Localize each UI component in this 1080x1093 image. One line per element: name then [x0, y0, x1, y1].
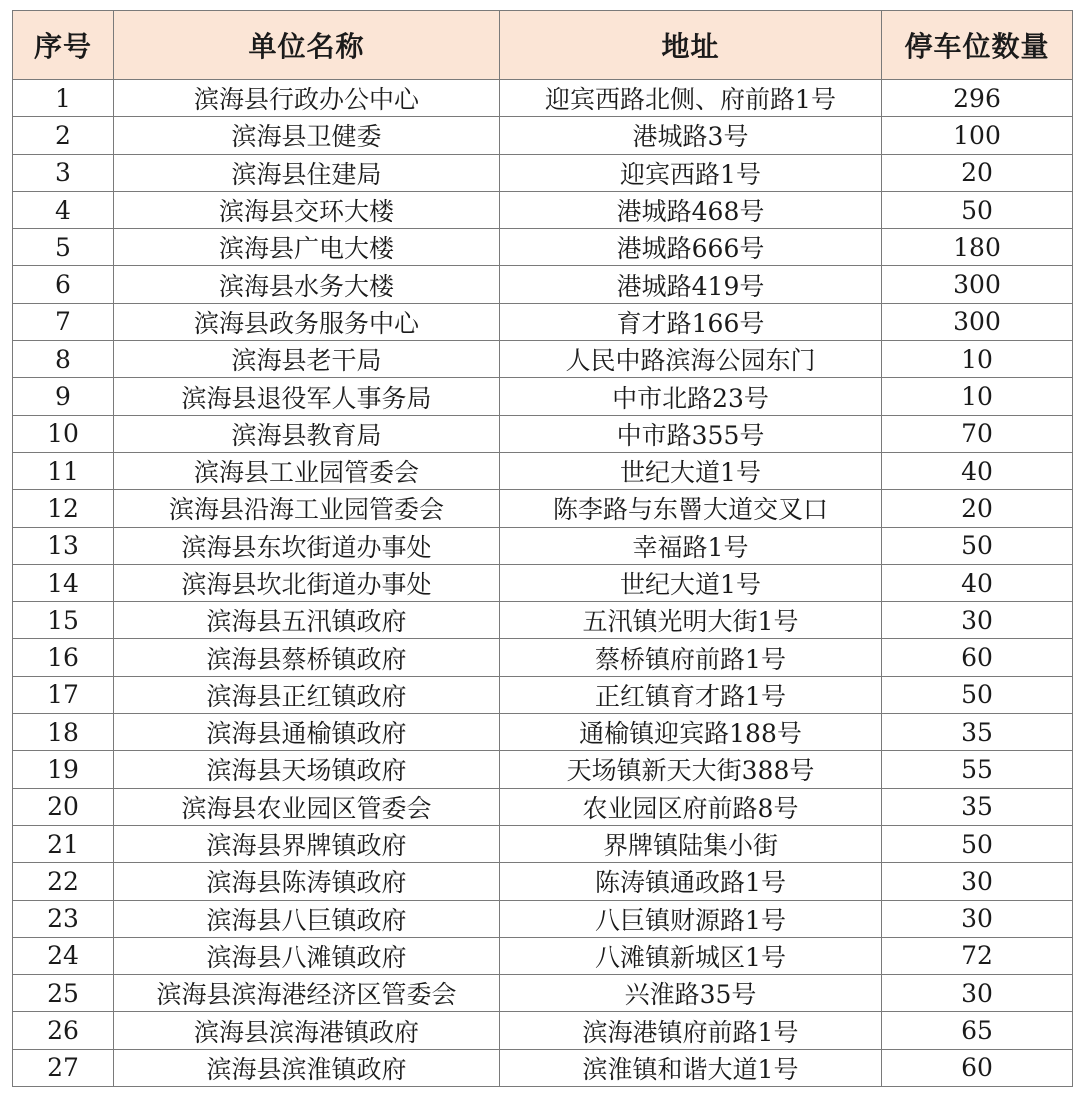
- cell-serial-number: 16: [13, 639, 114, 676]
- cell-parking-count: 20: [882, 490, 1073, 527]
- cell-unit-name: 滨海县交环大楼: [114, 191, 500, 228]
- cell-parking-count: 40: [882, 564, 1073, 601]
- table-row: [13, 639, 1073, 676]
- cell-parking-count: 30: [882, 863, 1073, 900]
- cell-parking-count: 300: [882, 303, 1073, 340]
- cell-unit-name: 滨海县退役军人事务局: [114, 378, 500, 415]
- table-row: [13, 378, 1073, 415]
- cell-serial-number: 20: [13, 788, 114, 825]
- cell-parking-count: 100: [882, 117, 1073, 154]
- cell-unit-name: 滨海县界牌镇政府: [114, 825, 500, 862]
- cell-unit-name: 滨海县八巨镇政府: [114, 900, 500, 937]
- cell-serial-number: 6: [13, 266, 114, 303]
- cell-serial-number: 26: [13, 1012, 114, 1049]
- cell-parking-count: 70: [882, 415, 1073, 452]
- cell-parking-count: 180: [882, 229, 1073, 266]
- table-row: [13, 788, 1073, 825]
- cell-unit-name: 滨海县天场镇政府: [114, 751, 500, 788]
- cell-serial-number: 7: [13, 303, 114, 340]
- cell-address: 天场镇新天大街388号: [500, 751, 882, 788]
- cell-address: 农业园区府前路8号: [500, 788, 882, 825]
- table-row: [13, 714, 1073, 751]
- cell-parking-count: 55: [882, 751, 1073, 788]
- table-row: [13, 564, 1073, 601]
- cell-address: 迎宾西路北侧、府前路1号: [500, 80, 882, 117]
- cell-address: 正红镇育才路1号: [500, 676, 882, 713]
- cell-address: 中市路355号: [500, 415, 882, 452]
- cell-parking-count: 50: [882, 191, 1073, 228]
- cell-serial-number: 17: [13, 676, 114, 713]
- cell-unit-name: 滨海县正红镇政府: [114, 676, 500, 713]
- table-row: [13, 602, 1073, 639]
- cell-serial-number: 8: [13, 341, 114, 378]
- cell-unit-name: 滨海县坎北街道办事处: [114, 564, 500, 601]
- header-parking-count: 停车位数量: [882, 11, 1073, 80]
- cell-address: 陈涛镇通政路1号: [500, 863, 882, 900]
- cell-address: 滨海港镇府前路1号: [500, 1012, 882, 1049]
- cell-unit-name: 滨海县五汛镇政府: [114, 602, 500, 639]
- table-row: [13, 676, 1073, 713]
- header-address: 地址: [500, 11, 882, 80]
- cell-serial-number: 5: [13, 229, 114, 266]
- cell-serial-number: 21: [13, 825, 114, 862]
- cell-unit-name: 滨海县农业园区管委会: [114, 788, 500, 825]
- cell-address: 蔡桥镇府前路1号: [500, 639, 882, 676]
- cell-serial-number: 9: [13, 378, 114, 415]
- cell-address: 八滩镇新城区1号: [500, 937, 882, 974]
- cell-address: 中市北路23号: [500, 378, 882, 415]
- cell-parking-count: 30: [882, 975, 1073, 1012]
- cell-unit-name: 滨海县陈涛镇政府: [114, 863, 500, 900]
- cell-parking-count: 50: [882, 676, 1073, 713]
- parking-table-sheet: [12, 10, 1072, 1087]
- table-row: [13, 751, 1073, 788]
- table-row: [13, 303, 1073, 340]
- cell-parking-count: 35: [882, 788, 1073, 825]
- cell-serial-number: 18: [13, 714, 114, 751]
- cell-parking-count: 20: [882, 154, 1073, 191]
- cell-serial-number: 3: [13, 154, 114, 191]
- cell-unit-name: 滨海县老干局: [114, 341, 500, 378]
- table-row: [13, 229, 1073, 266]
- table-row: [13, 825, 1073, 862]
- parking-spaces-table: [12, 10, 1073, 1087]
- cell-unit-name: 滨海县水务大楼: [114, 266, 500, 303]
- table-row: [13, 975, 1073, 1012]
- cell-address: 迎宾西路1号: [500, 154, 882, 191]
- cell-unit-name: 滨海县行政办公中心: [114, 80, 500, 117]
- cell-parking-count: 35: [882, 714, 1073, 751]
- cell-parking-count: 72: [882, 937, 1073, 974]
- table-row: [13, 1049, 1073, 1086]
- cell-address: 五汛镇光明大街1号: [500, 602, 882, 639]
- cell-unit-name: 滨海县教育局: [114, 415, 500, 452]
- cell-serial-number: 24: [13, 937, 114, 974]
- cell-serial-number: 13: [13, 527, 114, 564]
- table-row: [13, 117, 1073, 154]
- cell-unit-name: 滨海县沿海工业园管委会: [114, 490, 500, 527]
- cell-serial-number: 27: [13, 1049, 114, 1086]
- cell-address: 世纪大道1号: [500, 452, 882, 489]
- cell-serial-number: 10: [13, 415, 114, 452]
- cell-address: 港城路666号: [500, 229, 882, 266]
- table-row: [13, 191, 1073, 228]
- cell-address: 港城路3号: [500, 117, 882, 154]
- cell-serial-number: 12: [13, 490, 114, 527]
- cell-unit-name: 滨海县卫健委: [114, 117, 500, 154]
- cell-parking-count: 30: [882, 602, 1073, 639]
- cell-unit-name: 滨海县八滩镇政府: [114, 937, 500, 974]
- cell-unit-name: 滨海县广电大楼: [114, 229, 500, 266]
- table-row: [13, 490, 1073, 527]
- cell-parking-count: 10: [882, 378, 1073, 415]
- cell-unit-name: 滨海县东坎街道办事处: [114, 527, 500, 564]
- cell-parking-count: 300: [882, 266, 1073, 303]
- cell-serial-number: 11: [13, 452, 114, 489]
- cell-parking-count: 50: [882, 527, 1073, 564]
- cell-address: 人民中路滨海公园东门: [500, 341, 882, 378]
- cell-address: 港城路419号: [500, 266, 882, 303]
- cell-unit-name: 滨海县工业园管委会: [114, 452, 500, 489]
- table-row: [13, 527, 1073, 564]
- table-row: [13, 1012, 1073, 1049]
- cell-serial-number: 4: [13, 191, 114, 228]
- cell-unit-name: 滨海县蔡桥镇政府: [114, 639, 500, 676]
- cell-unit-name: 滨海县滨淮镇政府: [114, 1049, 500, 1086]
- cell-address: 育才路166号: [500, 303, 882, 340]
- header-unit-name: 单位名称: [114, 11, 500, 80]
- cell-address: 港城路468号: [500, 191, 882, 228]
- cell-address: 陈李路与东罾大道交叉口: [500, 490, 882, 527]
- table-row: [13, 452, 1073, 489]
- cell-serial-number: 2: [13, 117, 114, 154]
- cell-unit-name: 滨海县滨海港镇政府: [114, 1012, 500, 1049]
- cell-unit-name: 滨海县滨海港经济区管委会: [114, 975, 500, 1012]
- cell-address: 幸福路1号: [500, 527, 882, 564]
- cell-parking-count: 65: [882, 1012, 1073, 1049]
- cell-unit-name: 滨海县政务服务中心: [114, 303, 500, 340]
- cell-unit-name: 滨海县通榆镇政府: [114, 714, 500, 751]
- cell-parking-count: 40: [882, 452, 1073, 489]
- cell-serial-number: 19: [13, 751, 114, 788]
- cell-serial-number: 23: [13, 900, 114, 937]
- cell-serial-number: 25: [13, 975, 114, 1012]
- cell-parking-count: 30: [882, 900, 1073, 937]
- cell-parking-count: 10: [882, 341, 1073, 378]
- table-row: [13, 154, 1073, 191]
- cell-serial-number: 22: [13, 863, 114, 900]
- cell-address: 界牌镇陆集小街: [500, 825, 882, 862]
- cell-unit-name: 滨海县住建局: [114, 154, 500, 191]
- table-header-row: [13, 11, 1073, 80]
- cell-parking-count: 50: [882, 825, 1073, 862]
- table-row: [13, 415, 1073, 452]
- table-row: [13, 341, 1073, 378]
- cell-parking-count: 60: [882, 1049, 1073, 1086]
- table-row: [13, 863, 1073, 900]
- table-row: [13, 937, 1073, 974]
- cell-parking-count: 296: [882, 80, 1073, 117]
- cell-parking-count: 60: [882, 639, 1073, 676]
- table-row: [13, 266, 1073, 303]
- cell-address: 八巨镇财源路1号: [500, 900, 882, 937]
- cell-address: 兴淮路35号: [500, 975, 882, 1012]
- table-body: [13, 80, 1073, 1087]
- table-row: [13, 80, 1073, 117]
- cell-address: 世纪大道1号: [500, 564, 882, 601]
- cell-serial-number: 15: [13, 602, 114, 639]
- header-serial-number: 序号: [13, 11, 114, 80]
- cell-serial-number: 14: [13, 564, 114, 601]
- cell-address: 滨淮镇和谐大道1号: [500, 1049, 882, 1086]
- table-row: [13, 900, 1073, 937]
- cell-address: 通榆镇迎宾路188号: [500, 714, 882, 751]
- cell-serial-number: 1: [13, 80, 114, 117]
